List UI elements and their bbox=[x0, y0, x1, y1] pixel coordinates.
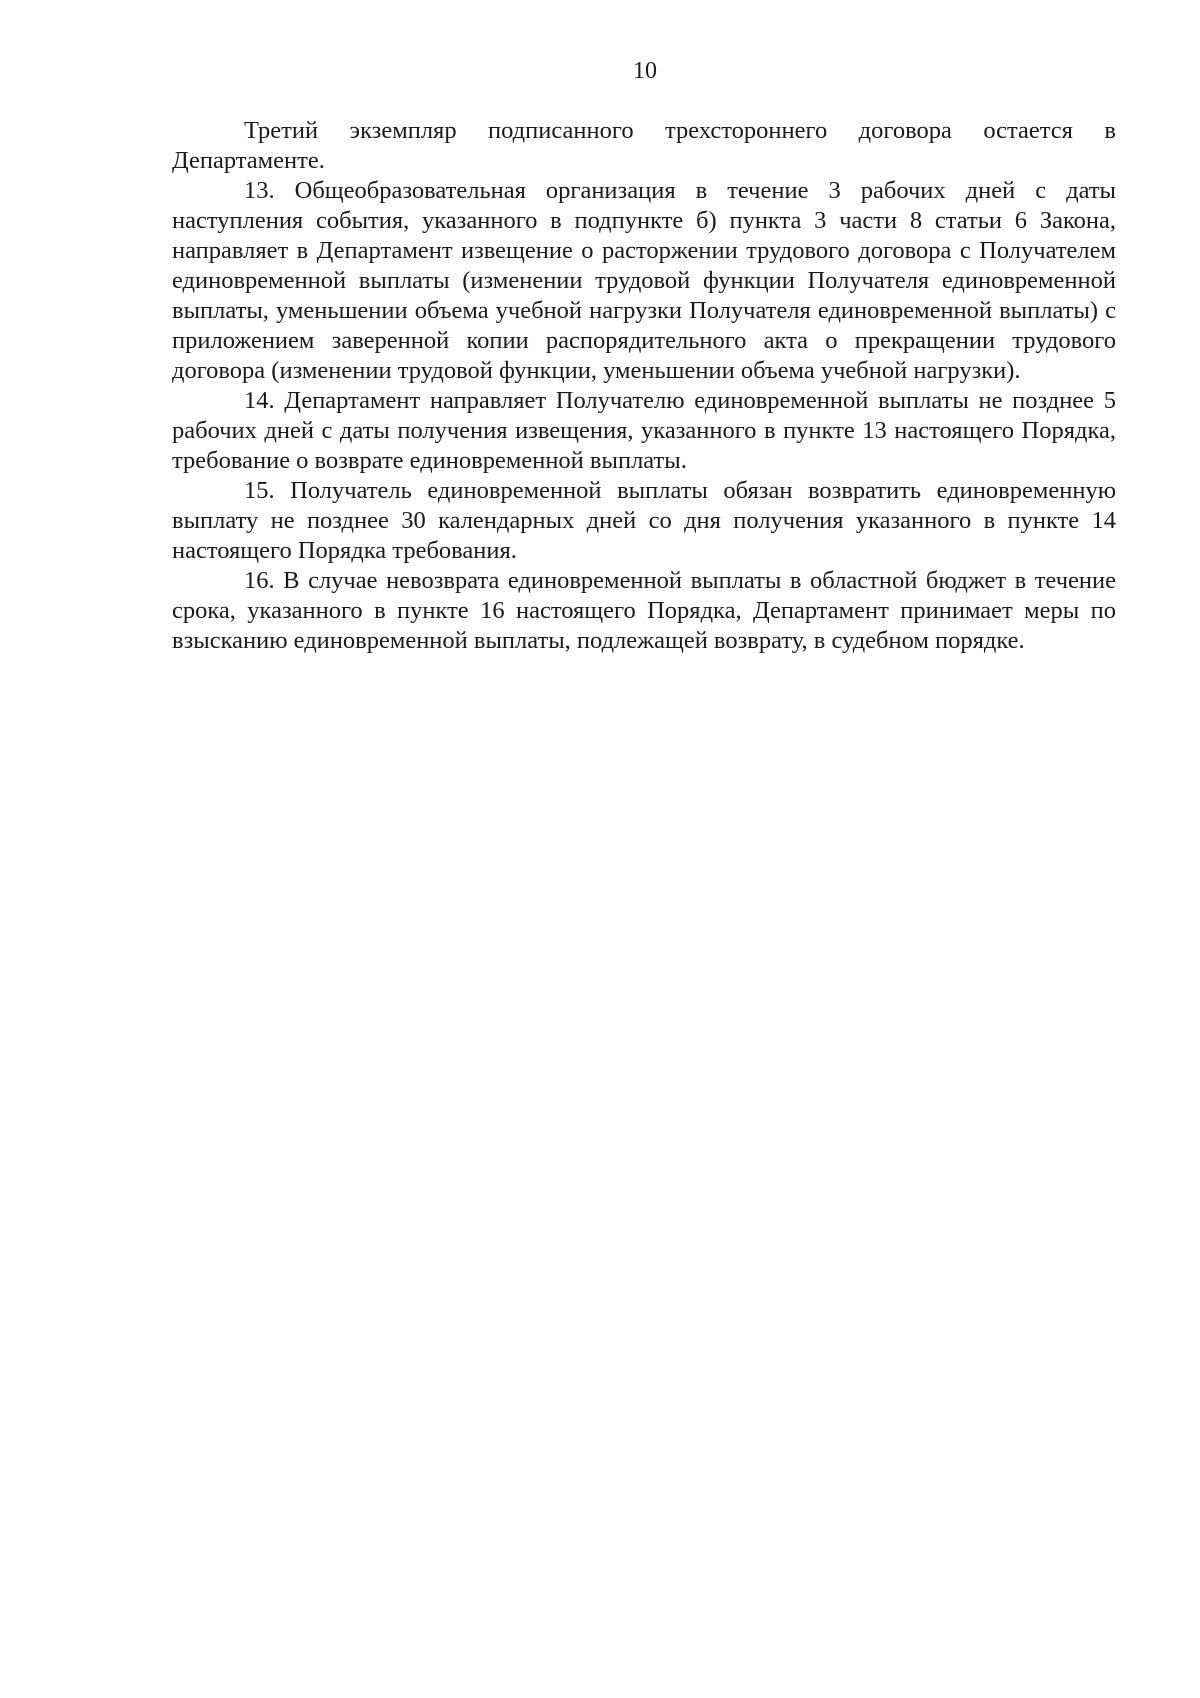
paragraph-item-16: 16. В случае невозврата единовременной выплаты в областной бюджет в течение срока, указанного в пункте 16 настоящего Порядка, Департамент принимает меры по взысканию единовременной выплаты, подлежащей возврату, в судебном порядке. bbox=[172, 567, 1116, 654]
paragraph-item-13: 13. Общеобразовательная организация в течение 3 рабочих дней с даты наступления события, указанного в подпункте б) пункта 3 части 8 статьи 6 Закона, направляет в Департамент извещение о расторжении трудового договора с Получателем единовременной выплаты (изменении трудовой функции Получателя единовременной выплаты, уменьшении объема учебной нагрузки Получателя единовременной выплаты) с приложением заверенной копии распорядительного акта о прекращении трудового договора (изменении трудовой функции, уменьшении объема учебной нагрузки). bbox=[172, 177, 1116, 384]
paragraph-item-15: 15. Получатель единовременной выплаты обязан возвратить единовременную выплату не позднее 30 календарных дней со дня получения указанного в пункте 14 настоящего Порядка требования. bbox=[172, 477, 1116, 564]
paragraph-third-copy: Третий экземпляр подписанного трехстороннего договора остается в Департаменте. bbox=[172, 117, 1116, 174]
paragraph-item-14: 14. Департамент направляет Получателю единовременной выплаты не позднее 5 рабочих дней с даты получения извещения, указанного в пункте 13 настоящего Порядка, требование о возврате единовременной выплаты. bbox=[172, 387, 1116, 474]
document-body bbox=[172, 116, 1116, 656]
page-number: 10 bbox=[633, 58, 657, 84]
